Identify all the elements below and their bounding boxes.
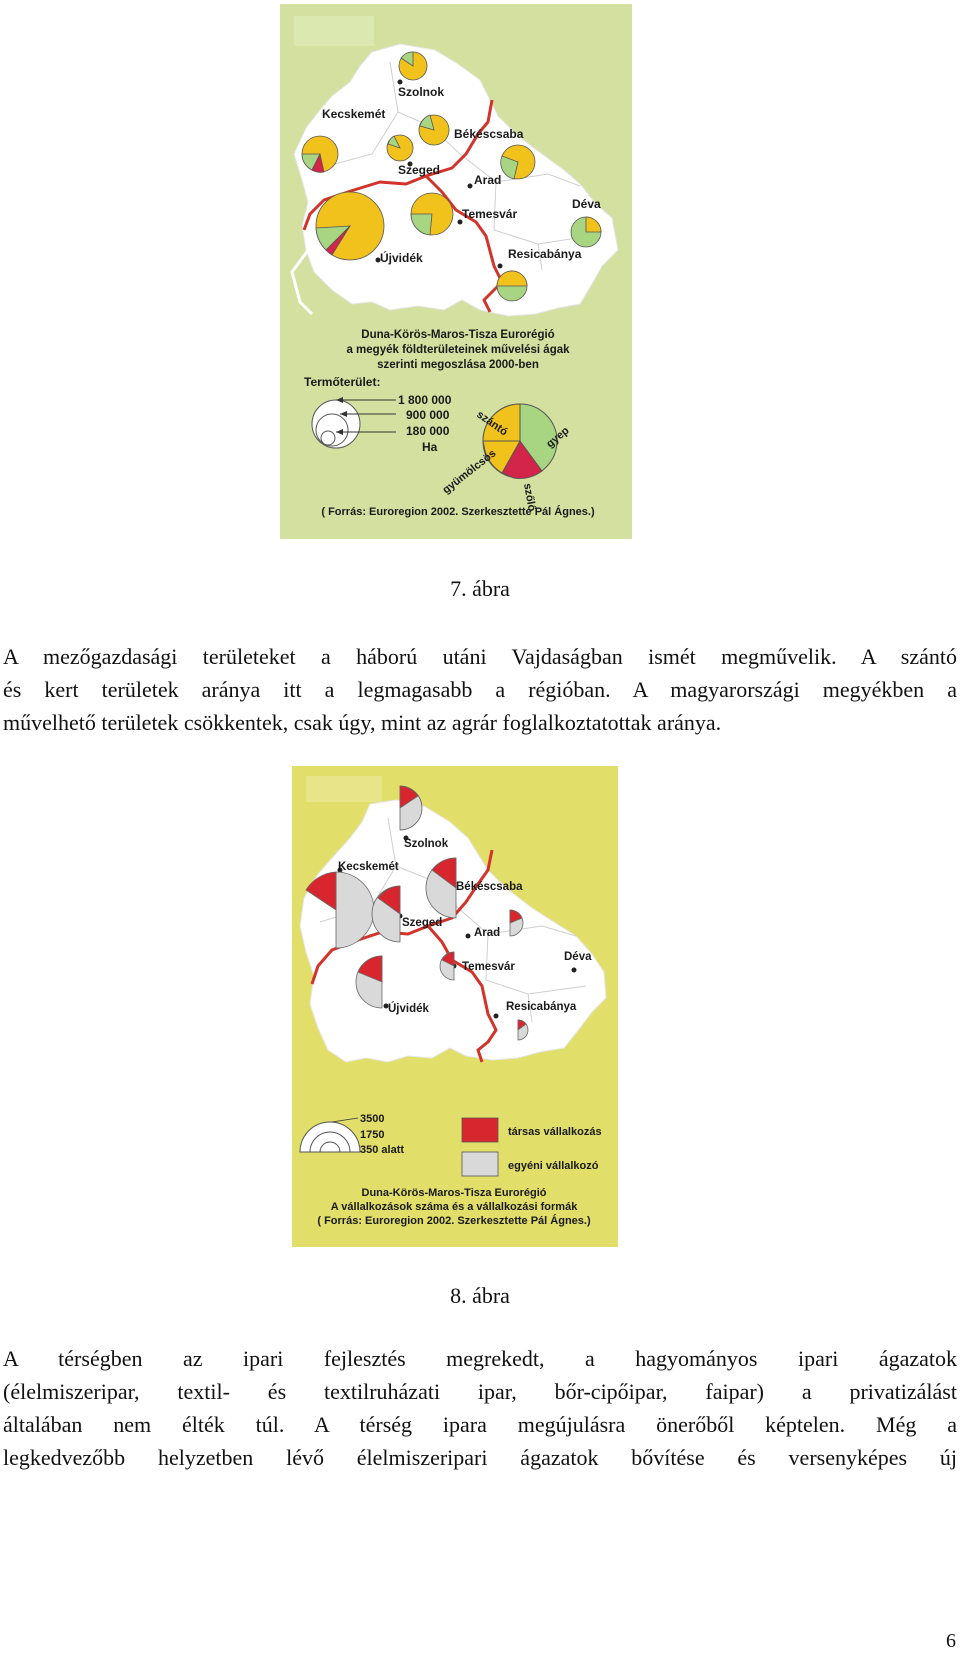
pie-szeged [387,135,413,161]
page-number: 6 [946,1630,956,1652]
city-label-kecskemet: Kecskemét [338,861,399,873]
paragraph-1-line-1: A mezőgazdasági területeket a háború utáni Vajdaságban ismét megművelik. A szántó [3,644,957,669]
pie-resicabanya [497,271,527,301]
pie-bekescsaba [419,115,449,145]
legend-heading: Termőterület: [304,375,381,389]
paragraph-2-line-4: legkedvezőbb helyzetben lévő élelmiszeripari ágazatok bővítése és versenyképes új [3,1445,957,1470]
city-label-resicabanya: Resicabánya [508,247,582,261]
pie-deva [571,217,601,247]
city-label-szeged: Szeged [398,163,441,177]
paragraph-1-line-3: művelhető területek csökkentek, csak úgy, mint az agrár foglalkoztatottak aránya. [3,710,722,735]
map-title-line-1: Duna-Körös-Maros-Tisza Eurorégió [361,1187,547,1199]
map-title-line-2: a megyék földterületeinek művelési ágak [346,344,570,356]
city-label-resicabanya: Resicabánya [506,1001,577,1013]
pie-arad [501,145,535,179]
city-label-bekescsaba: Békéscsaba [456,881,523,893]
city-label-szeged: Szeged [402,917,443,929]
figure-8-caption: 8. ábra [450,1283,510,1308]
figure-7-land-use-map [280,4,632,539]
legend-value-3: 180 000 [406,424,450,438]
pie-szolnok [399,52,427,80]
map-title-line-1: Duna-Körös-Maros-Tisza Eurorégió [361,329,555,341]
city-label-bekescsaba: Békéscsaba [454,127,524,141]
paragraph-2-line-3: általában nem élték túl. A térség ipara megújulásra önerőből képtelen. Még a [3,1412,957,1437]
legend-label-szolo: szőlő [521,482,538,513]
city-label-arad: Arad [474,927,501,939]
city-label-ujvidek: Újvidék [380,251,423,265]
paragraph-2-line-2: (élelmiszeripar, textil- és textilruházati ipar, bőr-cipőipar, faipar) a privatizálást [3,1379,957,1404]
legend-value-3: 350 alatt [360,1144,405,1156]
paragraph-2-line-1: A térségben az ipari fejlesztés megrekedt, a hagyományos ipari ágazatok [3,1346,957,1371]
map-title-line-3: szerinti megoszlása 2000-ben [377,359,539,371]
pie-kecskemet [302,136,338,172]
city-label-arad: Arad [474,173,502,187]
city-label-deva: Déva [564,951,592,963]
legend-swatch-egyeni [462,1152,498,1176]
pie-ujvidek [316,192,384,260]
figure-7-caption: 7. ábra [450,576,510,601]
city-label-temesvar: Temesvár [462,961,515,973]
map-title-line-2: A vállalkozások száma és a vállalkozási formák [330,1201,578,1213]
paragraph-1 [3,640,957,739]
legend-value-2: 900 000 [406,408,450,422]
city-label-szolnok: Szolnok [404,838,449,850]
pie-temesvar [411,193,453,235]
city-label-temesvar: Temesvár [462,207,518,221]
figure-8-enterprises-map [292,766,618,1247]
legend-value-1: 1 800 000 [398,393,452,407]
legend-label-gyep: gyep [544,424,572,451]
legend-label-gyumolcsos: gyümölcsös [440,447,499,497]
legend-label-tarsas: társas vállalkozás [508,1126,602,1138]
map-source: ( Forrás: Euroregion 2002. Szerkesztette Pál Ágnes.) [321,506,595,518]
city-label-deva: Déva [572,197,601,211]
legend-value-2: 1750 [360,1129,385,1141]
paragraph-2 [3,1342,957,1474]
map-source: ( Forrás: Euroregion 2002. Szerkesztette Pál Ágnes.) [317,1215,591,1227]
paragraph-1-line-2: és kert területek aránya itt a legmagasabb a régióban. A magyarországi megyékben a [3,677,957,702]
legend-unit: Ha [422,440,438,454]
legend-value-1: 3500 [360,1113,385,1125]
city-label-ujvidek: Újvidék [388,1003,429,1015]
legend-label-egyeni: egyéni vállalkozó [508,1160,599,1172]
legend-swatch-tarsas [462,1118,498,1142]
city-label-szolnok: Szolnok [398,85,445,99]
legend-label-szanto: szántó [474,408,510,439]
city-label-kecskemet: Kecskemét [322,107,386,121]
